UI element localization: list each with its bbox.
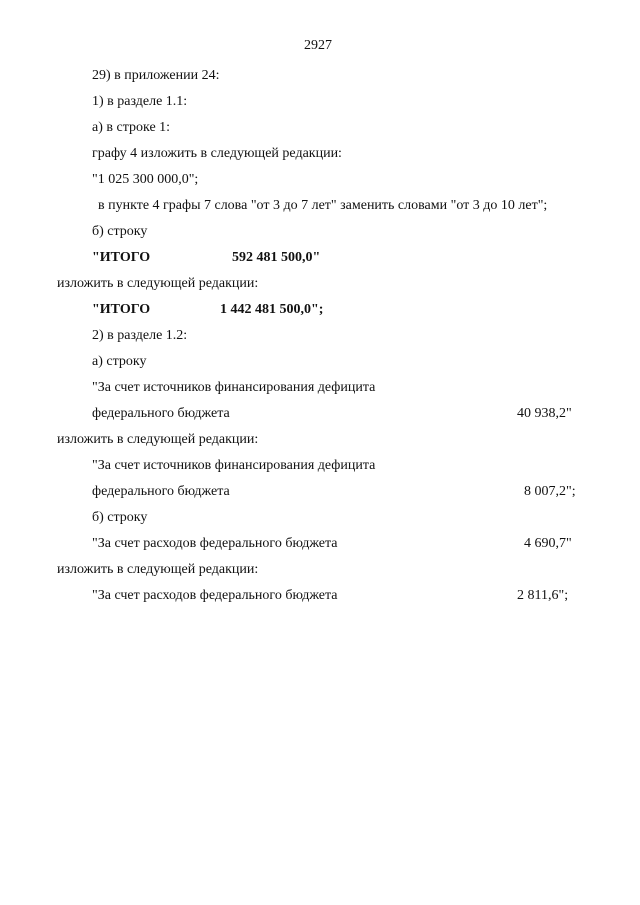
sources-new-value: 8 007,2"; [524, 484, 576, 499]
total-old-label: "ИТОГО [92, 250, 151, 265]
column-4-instruction: графу 4 изложить в следующей редакции: [92, 146, 342, 161]
column-4-value: "1 025 300 000,0"; [92, 172, 199, 187]
restate-text-1: изложить в следующей редакции: [57, 276, 259, 291]
expenses-old-label: "За счет расходов федерального бюджета [92, 536, 338, 551]
sources-new-line-2: федерального бюджета [92, 484, 230, 499]
item-29: 29) в приложении 24: [92, 68, 220, 83]
a-row-heading: а) строку [92, 354, 147, 369]
page-number: 2927 [304, 38, 332, 53]
row-1-heading: а) в строке 1: [92, 120, 171, 135]
b-row-heading: б) строку [92, 224, 148, 239]
sources-old-value: 40 938,2" [517, 406, 572, 421]
section-1-2: 2) в разделе 1.2: [92, 328, 188, 343]
total-old-value: 592 481 500,0" [232, 250, 321, 265]
total-new-label: "ИТОГО [92, 302, 151, 317]
sources-old-line-2: федерального бюджета [92, 406, 230, 421]
restate-text-2: изложить в следующей редакции: [57, 432, 259, 447]
sources-old-line-1: "За счет источников финансирования дефицита [92, 380, 376, 395]
point-4-instruction: в пункте 4 графы 7 слова "от 3 до 7 лет" заменить словами "от 3 до 10 лет"; [98, 198, 548, 213]
expenses-new-label: "За счет расходов федерального бюджета [92, 588, 338, 603]
b-row-heading-2: б) строку [92, 510, 148, 525]
sources-new-line-1: "За счет источников финансирования дефицита [92, 458, 376, 473]
section-1-1: 1) в разделе 1.1: [92, 94, 188, 109]
expenses-old-value: 4 690,7" [524, 536, 572, 551]
restate-text-3: изложить в следующей редакции: [57, 562, 259, 577]
expenses-new-value: 2 811,6"; [517, 588, 569, 603]
total-new-value: 1 442 481 500,0"; [220, 302, 324, 317]
